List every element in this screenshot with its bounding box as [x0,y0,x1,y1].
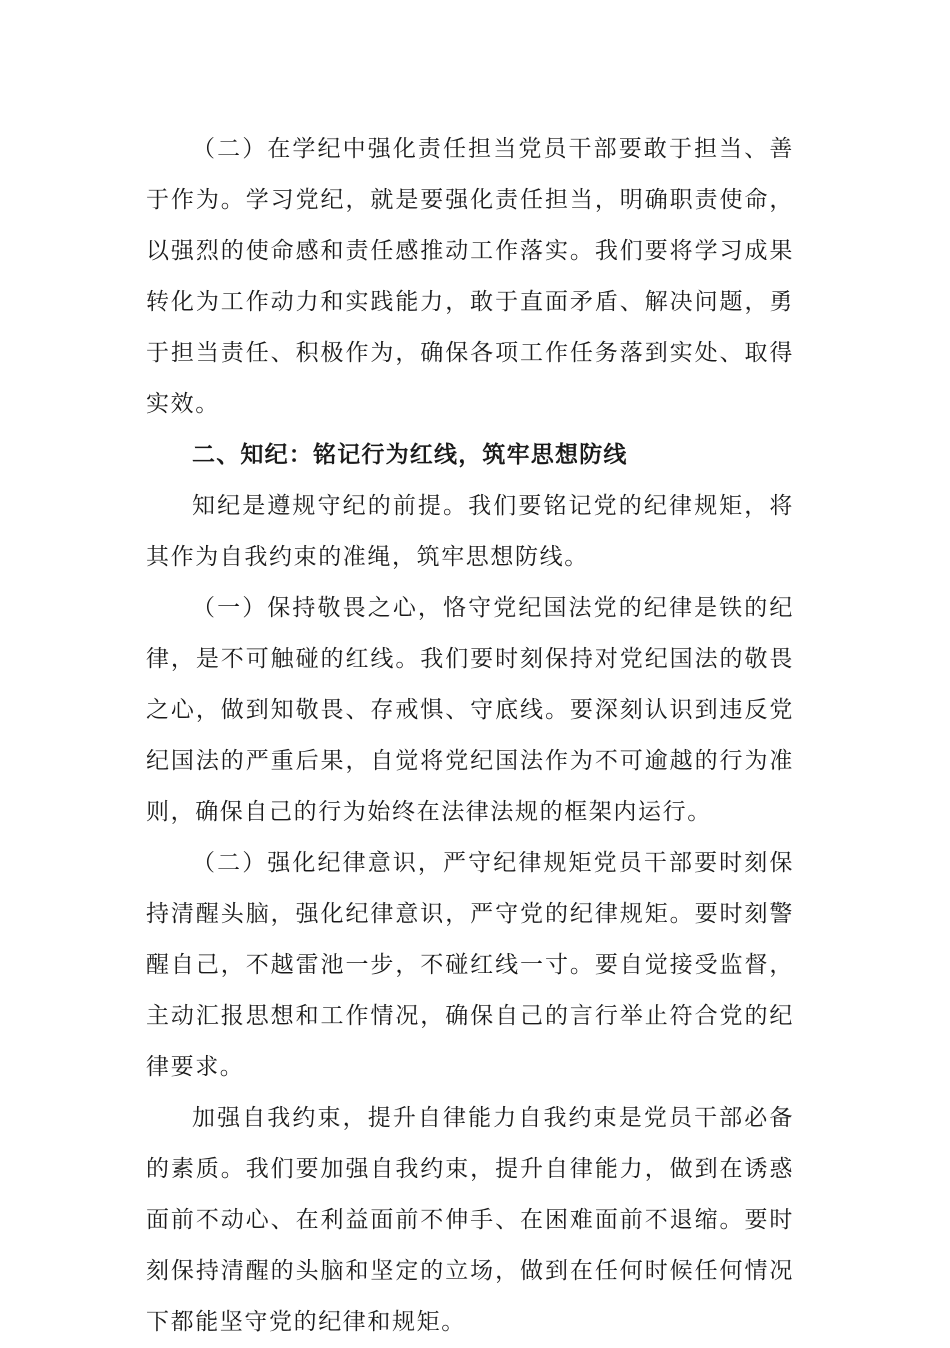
paragraph-awe: （一）保持敬畏之心，恪守党纪国法党的纪律是铁的纪律，是不可触碰的红线。我们要时刻保持对党纪国法的敬畏之心，做到知敬畏、存戒惧、守底线。要深刻认识到违反党纪国法的严重后果，自觉将党纪国法作为不可逾越的行为准则，确保自己的行为始终在法律法规的框架内运行。 [146,595,794,825]
paragraph-responsibility: （二）在学纪中强化责任担当党员干部要敢于担当、善于作为。学习党纪，就是要强化责任担当，明确职责使命，以强烈的使命感和责任感推动工作落实。我们要将学习成果转化为工作动力和实践能力，敢于直面矛盾、解决问题，勇于担当责任、积极作为，确保各项工作任务落到实处、取得实效。 [146,136,794,417]
paragraph-self-restraint: 加强自我约束，提升自律能力自我约束是党员干部必备的素质。我们要加强自我约束，提升自律能力，做到在诱惑面前不动心、在利益面前不伸手、在困难面前不退缩。要时刻保持清醒的头脑和坚定的立场，做到在任何时候任何情况下都能坚守党的纪律和规矩。 [146,1105,794,1335]
paragraph-discipline-awareness: （二）强化纪律意识，严守纪律规矩党员干部要时刻保持清醒头脑，强化纪律意识，严守党的纪律规矩。要时刻警醒自己，不越雷池一步，不碰红线一寸。要自觉接受监督，主动汇报思想和工作情况，确保自己的言行举止符合党的纪律要求。 [146,850,794,1080]
paragraph-zhiji-intro: 知纪是遵规守纪的前提。我们要铭记党的纪律规矩，将其作为自我约束的准绳，筑牢思想防线。 [146,493,794,570]
document-body [146,124,794,1348]
section-heading-zhiji: 二、知纪：铭记行为红线，筑牢思想防线 [192,442,628,468]
